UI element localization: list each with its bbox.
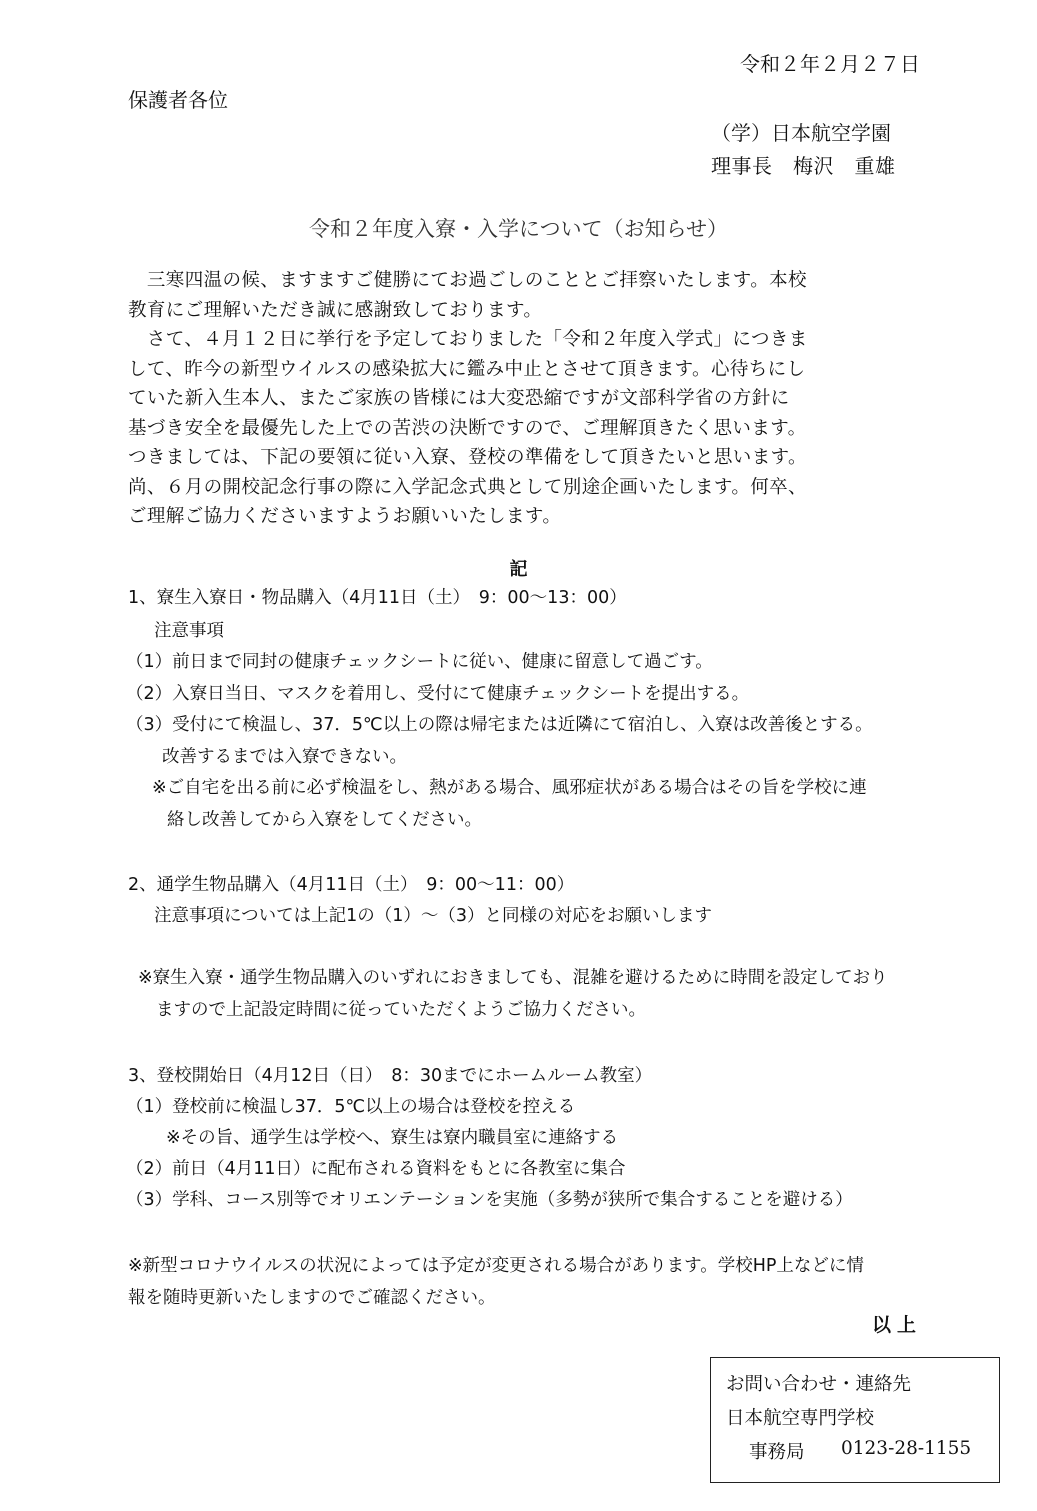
body-paragraph (128, 266, 928, 532)
section3-item1-note: ※その旨、通学生は学校へ、寮生は寮内職員室に連絡する (166, 1128, 619, 1148)
section2-line1: 注意事項については上記1の（1）～（3）と同様の対応をお願いします (154, 906, 713, 926)
contact-school: 日本航空専門学校 (726, 1408, 875, 1429)
body-line: ていた新入生本人、またご家族の皆様には大変恐縮ですが文部科学省の方針に (128, 388, 790, 409)
body-line: つきましては、下記の要領に従い入寮、登校の準備をして頂きたいと思います。 (128, 447, 807, 468)
section3-item2: （2）前日（4月11日）に配布される資料をもとに各教室に集合 (126, 1159, 626, 1179)
closing-ijo: 以上 (871, 1314, 922, 1336)
section1-heading: 1、寮生入寮日・物品購入（4月11日（土） 9：00～13：00） (128, 588, 627, 608)
contact-phone: 0123-28-1155 (841, 1438, 972, 1459)
body-line: 基づき安全を最優先した上での苦渋の決断ですので、ご理解頂きたく思います。 (128, 417, 807, 439)
mid-notice-line1: ※寮生入寮・通学生物品購入のいずれにおきましても、混雑を避けるために時間を設定しており (138, 968, 888, 988)
sender-person: 理事長 梅沢 重雄 (711, 154, 896, 178)
body-line: 教育にご理解いただき誠に感謝致しております。 (128, 299, 543, 321)
section1-item3: （3）受付にて検温し、37．5℃以上の際は帰宅または近隣にて宿泊し、入寮は改善後とする。 (126, 715, 873, 735)
contact-box (710, 1357, 1000, 1483)
section1-subheading: 注意事項 (154, 621, 224, 641)
document-title: 令和２年度入寮・入学について（お知らせ） (309, 217, 728, 241)
section3-heading: 3、登校開始日（4月12日（日） 8：30までにホームルーム教室） (128, 1066, 653, 1086)
body-line: さて、４月１２日に挙行を予定しておりました「令和２年度入学式」につきま (128, 329, 808, 350)
body-line: 三寒四温の候、ますますご健勝にてお過ごしのこととご拝察いたします。本校 (128, 270, 807, 291)
contact-office: 事務局 (749, 1442, 805, 1463)
ki-heading: 記 (509, 559, 528, 580)
body-line: して、昨今の新型ウイルスの感染拡大に鑑み中止とさせて頂きます。心待ちにし (128, 358, 806, 380)
section2-heading: 2、通学生物品購入（4月11日（土） 9：00～11：00） (128, 875, 575, 895)
end-notice-line1: ※新型コロナウイルスの状況によっては予定が変更される場合があります。学校HP上などに情 (128, 1256, 864, 1276)
section1-item2: （2）入寮日当日、マスクを着用し、受付にて健康チェックシートを提出する。 (126, 684, 750, 704)
section1-note-line2: 絡し改善してから入寮をしてください。 (167, 810, 482, 830)
section3-item1: （1）登校前に検温し37．5℃以上の場合は登校を控える (126, 1097, 576, 1117)
section1-item3-continued: 改善するまでは入寮できない。 (162, 747, 407, 767)
section1-note-line1: ※ご自宅を出る前に必ず検温をし、熱がある場合、風邪症状がある場合はその旨を学校に連 (152, 778, 867, 798)
contact-label: お問い合わせ・連絡先 (726, 1374, 912, 1395)
mid-notice-line2: ますので上記設定時間に従っていただくようご協力ください。 (156, 1000, 646, 1020)
sender-organization: （学）日本航空学園 (711, 121, 891, 145)
addressee: 保護者各位 (128, 88, 228, 112)
section1-item1: （1）前日まで同封の健康チェックシートに従い、健康に留意して過ごす。 (126, 652, 713, 672)
body-line: 尚、６月の開校記念行事の際に入学記念式典として別途企画いたします。何卒、 (128, 476, 807, 498)
end-notice-line2: 報を随時更新いたしますのでご確認ください。 (128, 1288, 496, 1308)
body-line: ご理解ご協力くださいますようお願いいたします。 (128, 506, 562, 527)
section3-item3: （3）学科、コース別等でオリエンテーションを実施（多勢が狭所で集合することを避ける） (126, 1190, 853, 1210)
document-date: 令和２年２月２７日 (740, 52, 920, 76)
